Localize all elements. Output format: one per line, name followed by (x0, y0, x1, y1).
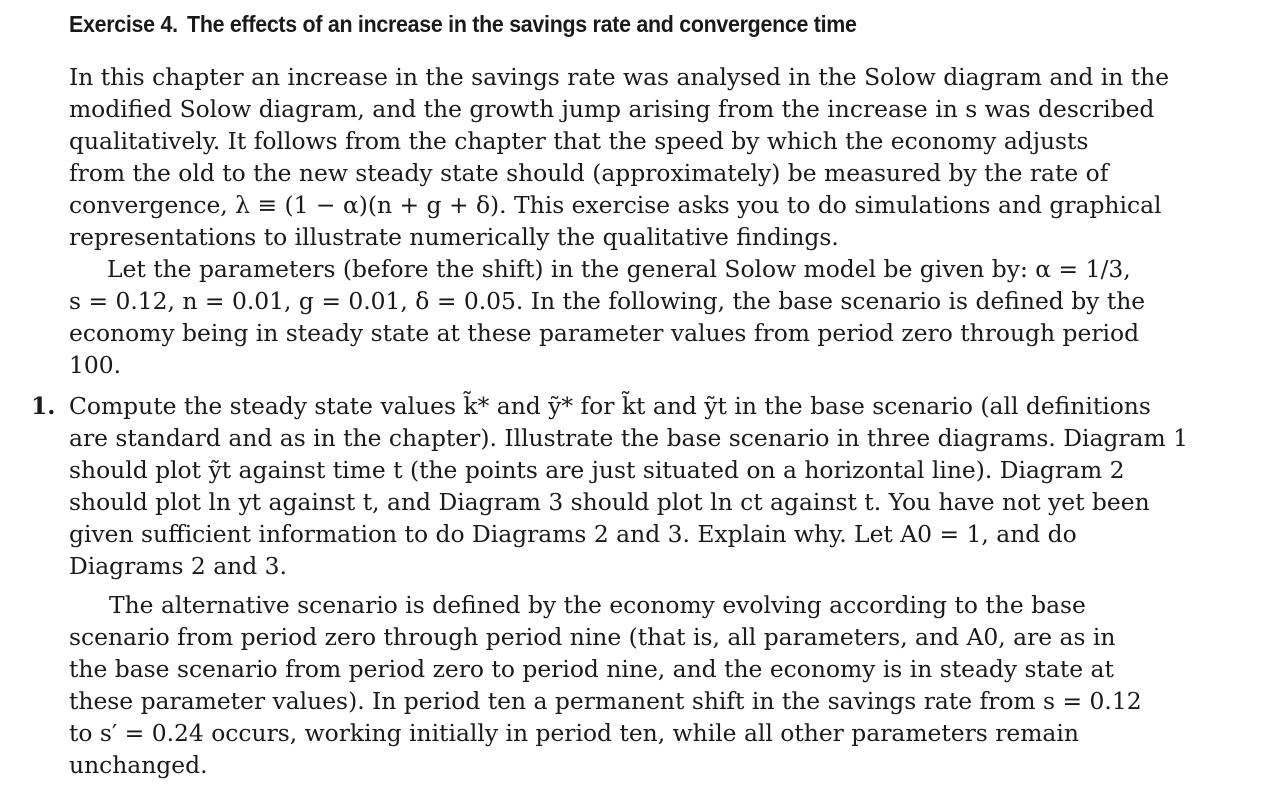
item-number: 1. (31, 392, 56, 420)
item1-line-5: given sufficient information to do Diagrams 2 and 3. Explain why. Let A0 = 1, and do (69, 520, 1077, 548)
params-line-3: economy being in steady state at these parameter values from period zero through period (69, 319, 1140, 347)
alternative-line-2: scenario from period zero through period nine (that is, all parameters, and A0, are as in (69, 623, 1116, 651)
alternative-line-4: these parameter values). In period ten a permanent shift in the savings rate from s = 0.12 (69, 687, 1142, 715)
intro-line-5: convergence, λ ≡ (1 − α)(n + g + δ). This exercise asks you to do simulations and graphical (69, 191, 1162, 219)
alternative-line-6: unchanged. (69, 751, 208, 779)
intro-line-3: qualitatively. It follows from the chapter that the speed by which the economy adjusts (69, 127, 1089, 155)
item1-line-3: should plot ỹt against time t (the points are just situated on a horizontal line). Diagram 2 (69, 456, 1125, 484)
intro-line-4: from the old to the new steady state should (approximately) be measured by the rate of (69, 159, 1109, 187)
item1-line-6: Diagrams 2 and 3. (69, 552, 287, 580)
alternative-line-5: to s′ = 0.24 occurs, working initially in period ten, while all other parameters remain (69, 719, 1079, 747)
item1-line-1: Compute the steady state values k̃* and ỹ* for k̃t and ỹt in the base scenario (all definitions (69, 392, 1151, 420)
params-line-1: Let the parameters (before the shift) in the general Solow model be given by: α = 1/3, (107, 255, 1131, 283)
alternative-line-3: the base scenario from period zero to period nine, and the economy is in steady state at (69, 655, 1114, 683)
params-line-2: s = 0.12, n = 0.01, g = 0.01, δ = 0.05. In the following, the base scenario is defined by the (69, 287, 1146, 315)
exercise-title: The effects of an increase in the savings rate and convergence time (187, 11, 857, 37)
intro-line-2: modified Solow diagram, and the growth jump arising from the increase in s was described (69, 95, 1155, 123)
exercise-heading (69, 11, 857, 38)
intro-line-6: representations to illustrate numerically the qualitative findings. (69, 223, 839, 251)
alternative-line-1: The alternative scenario is defined by the economy evolving according to the base (109, 591, 1086, 619)
params-line-4: 100. (69, 351, 122, 379)
item1-line-4: should plot ln yt against t, and Diagram 3 should plot ln ct against t. You have not yet been (69, 488, 1150, 516)
intro-line-1: In this chapter an increase in the savings rate was analysed in the Solow diagram and in the (69, 63, 1170, 91)
item1-line-2: are standard and as in the chapter). Illustrate the base scenario in three diagrams. Diagram 1 (69, 424, 1188, 452)
exercise-label: Exercise 4. (69, 11, 178, 37)
